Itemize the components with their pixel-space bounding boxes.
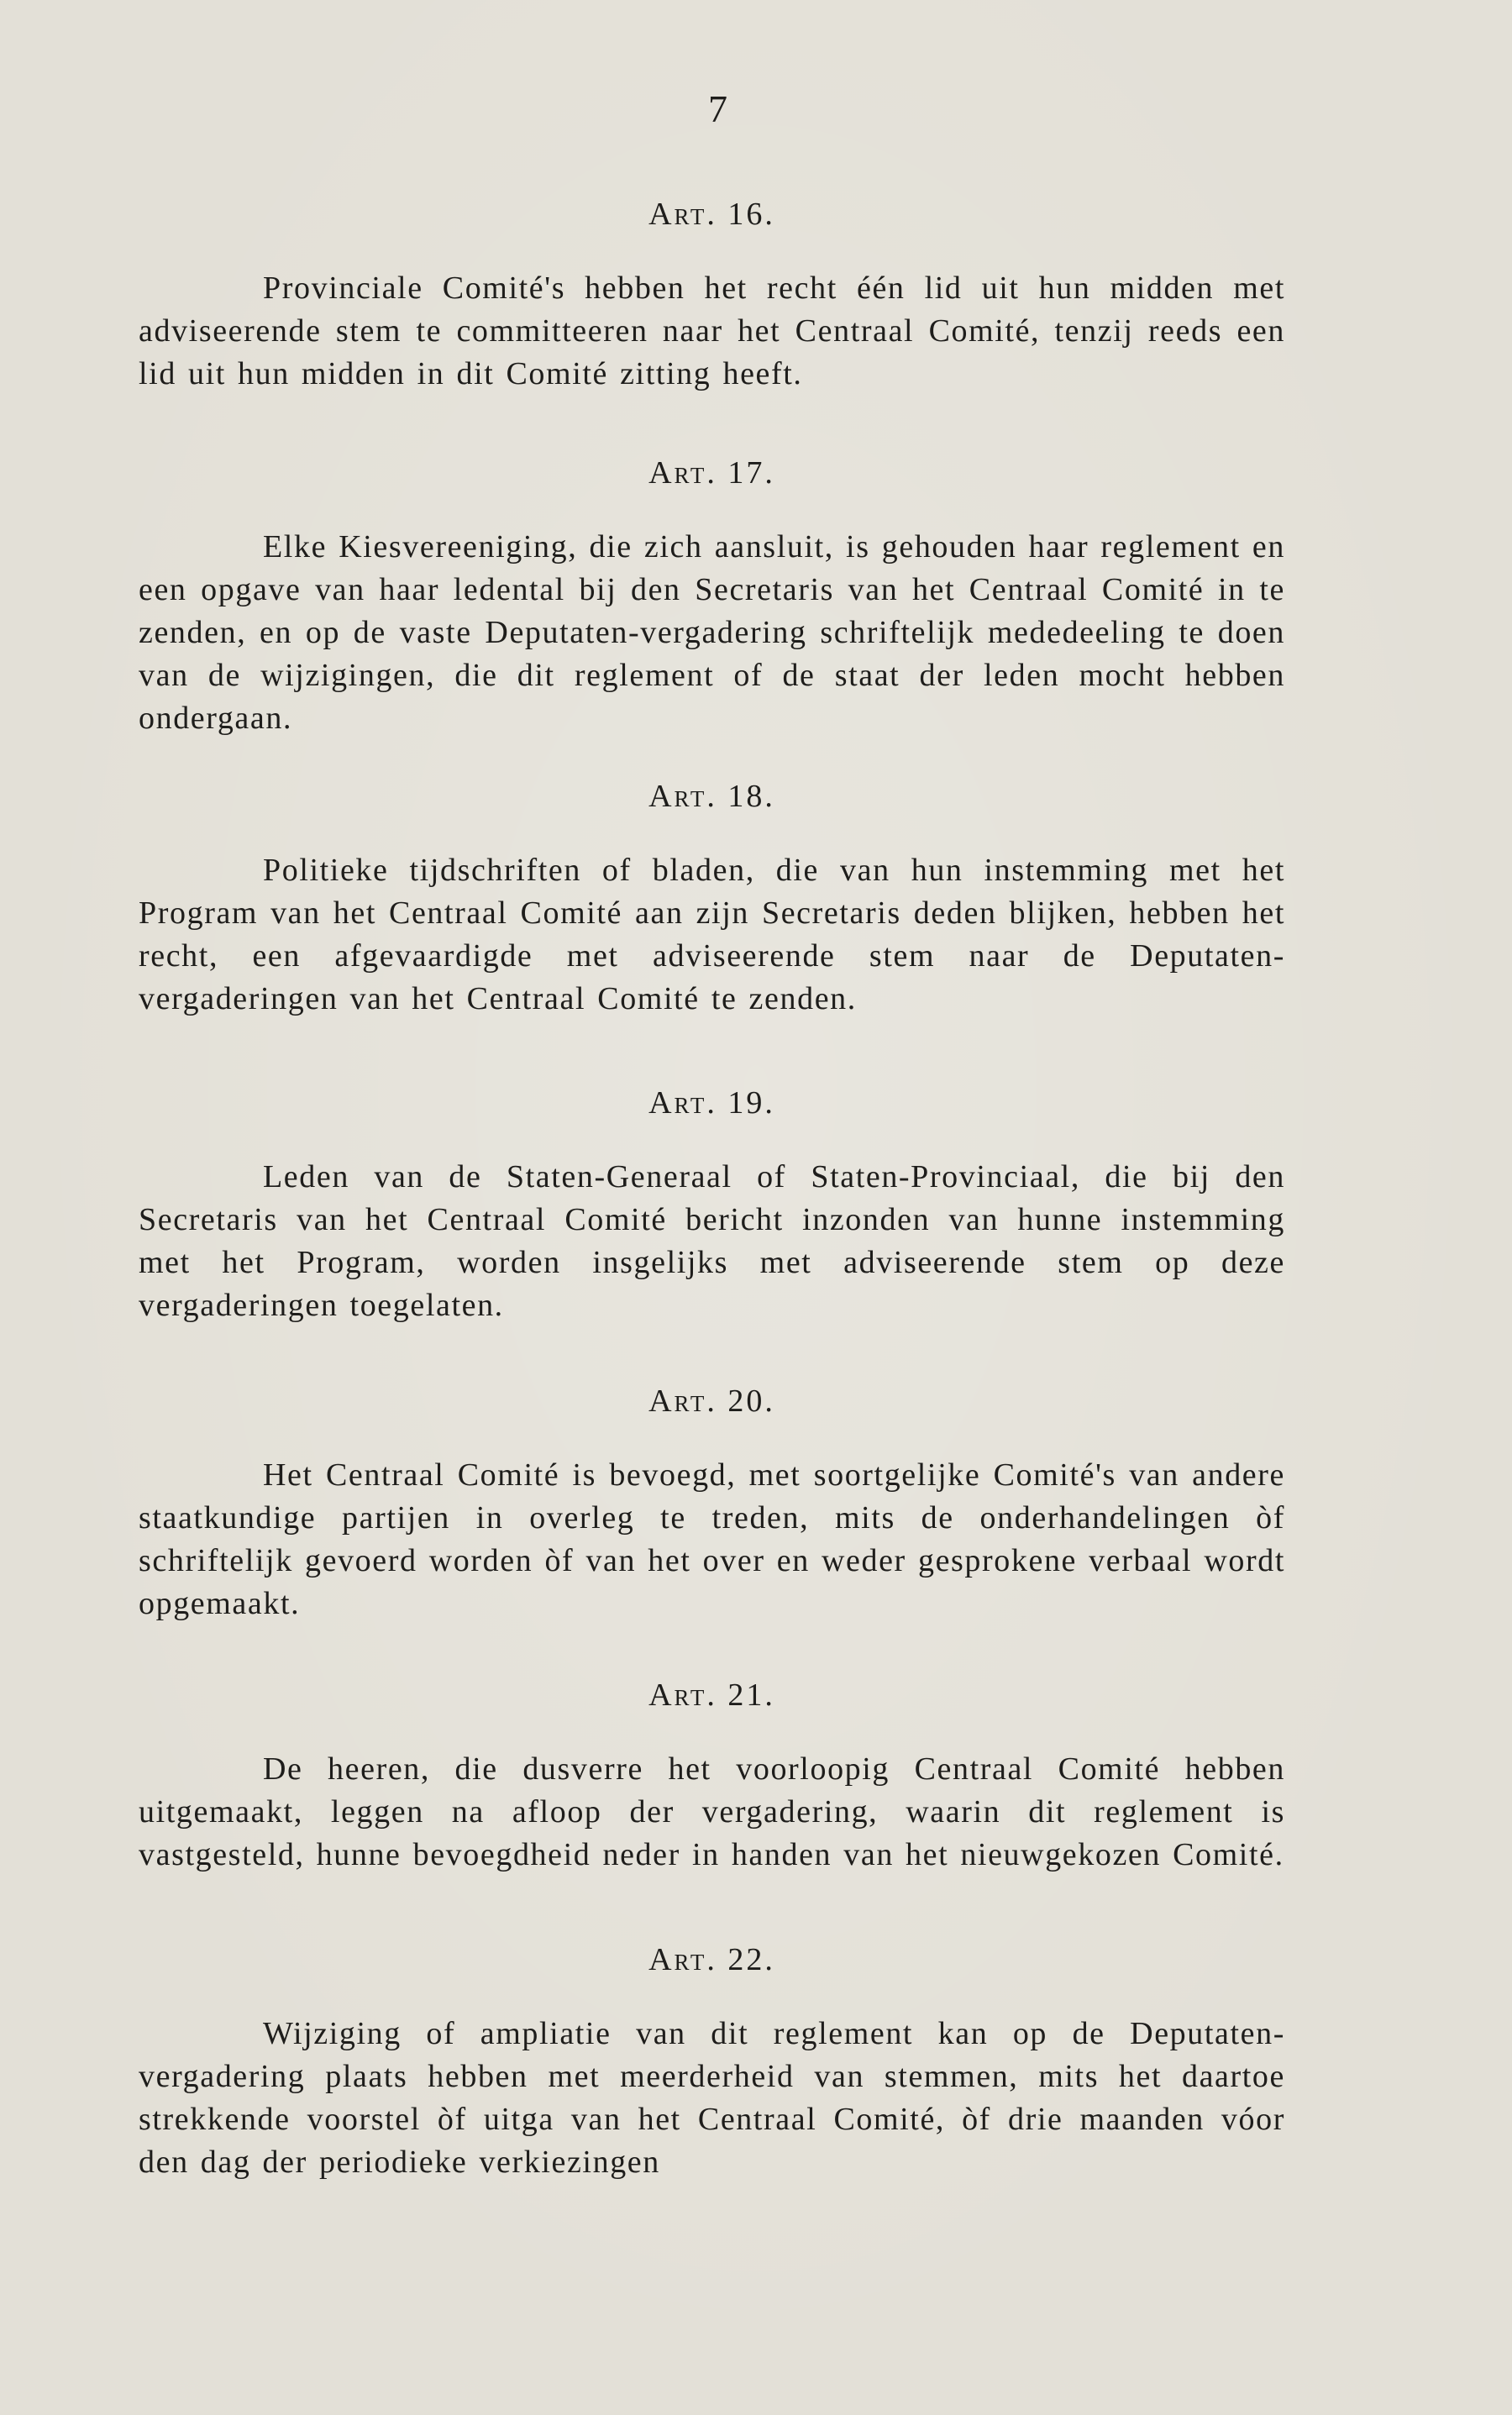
article-18 bbox=[139, 777, 1285, 1021]
article-body: De heeren, die dusverre het voorloopig Centraal Comité hebben uitgemaakt, leggen na afloop der vergadering, waarin dit reglement is vastgesteld, hunne bevoegdheid neder in handen van het nieuwgekozen Comité. bbox=[139, 1751, 1285, 1872]
article-22 bbox=[139, 1940, 1285, 2184]
article-heading: Art. 16. bbox=[648, 197, 775, 232]
page-number: 7 bbox=[708, 87, 728, 130]
article-heading: Art. 19. bbox=[648, 1085, 775, 1121]
article-body: Het Centraal Comité is bevoegd, met soortgelijke Comité's van andere staatkundige partijen in overleg te treden, mits de onderhandelingen òf schriftelijk gevoerd worden òf van het over en weder gesprokene verbaal wordt opgemaakt. bbox=[139, 1457, 1285, 1621]
article-17 bbox=[139, 454, 1285, 740]
article-21 bbox=[139, 1676, 1285, 1877]
article-heading: Art. 18. bbox=[648, 779, 775, 814]
article-20 bbox=[139, 1382, 1285, 1625]
article-body: Provinciale Comité's hebben het recht één lid uit hun midden met adviseerende stem te committeeren naar het Centraal Comité, tenzij reeds een lid uit hun midden in dit Comité zitting heeft. bbox=[139, 270, 1285, 391]
article-body: Politieke tijdschriften of bladen, die van hun instemming met het Program van het Centraal Comité aan zijn Secretaris deden blijken, hebben het recht, een afgevaardigde met adviseerende stem naar de Deputaten-vergaderingen van het Centraal Comité te zenden. bbox=[139, 853, 1285, 1016]
article-16 bbox=[139, 195, 1285, 396]
article-body: Leden van de Staten-Generaal of Staten-Provinciaal, die bij den Secretaris van het Centraal Comité bericht inzonden van hunne instemming met het Program, worden insgelijks met adviseerende stem op deze vergaderingen toegelaten. bbox=[139, 1159, 1285, 1323]
article-heading: Art. 20. bbox=[648, 1383, 775, 1419]
article-heading: Art. 22. bbox=[648, 1942, 775, 1977]
article-body: Wijziging of ampliatie van dit reglement kan op de Deputaten-vergadering plaats hebben met meerderheid van stemmen, mits het daartoe strekkende voorstel òf uitga van het Centraal Comité, òf drie maanden vóor den dag der periodieke verkiezingen bbox=[139, 2016, 1285, 2180]
article-heading: Art. 17. bbox=[648, 455, 775, 491]
article-body: Elke Kiesvereeniging, die zich aansluit, is gehouden haar reglement en een opgave van haar ledental bij den Secretaris van het Centraal Comité in te zenden, en op de vaste Deputaten-vergadering schriftelijk mededeeling te doen van de wijzigingen, die dit reglement of de staat der leden mocht hebben ondergaan. bbox=[139, 529, 1285, 736]
article-heading: Art. 21. bbox=[648, 1677, 775, 1713]
article-19 bbox=[139, 1084, 1285, 1327]
